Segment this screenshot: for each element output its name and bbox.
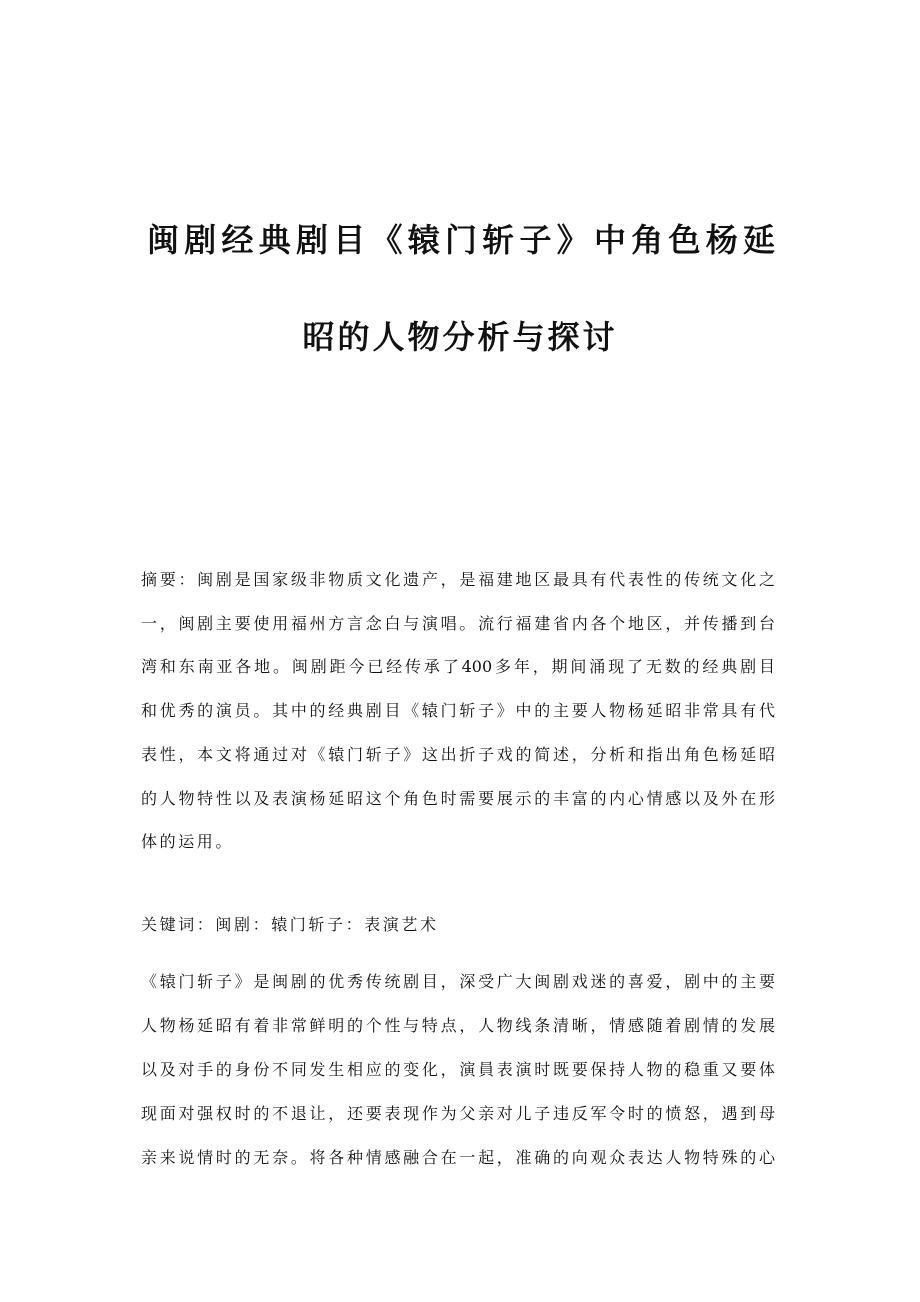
- abstract-line: 表性，本文将通过对《辕门斩子》这出折子戏的简述，分析和指出角色杨延昭: [141, 745, 775, 764]
- keywords: 关键词：闽剧：辕门斩子：表演艺术: [141, 915, 439, 934]
- abstract-line: 体的运用。: [141, 832, 235, 851]
- body-line: 现面对强权时的不退让，还要表现作为父亲对儿子违反军令时的愤怒，遇到母: [141, 1104, 775, 1123]
- body-line: 亲来说情时的无奈。将各种情感融合在一起，准确的向观众表达人物特殊的心: [141, 1148, 775, 1167]
- abstract-line: 摘要：闽剧是国家级非物质文化遗产，是福建地区最具有代表性的传统文化之: [141, 570, 775, 589]
- body-line: 《辕门斩子》是闽剧的优秀传统剧目，深受广大闽剧戏迷的喜爱，剧中的主要: [141, 972, 775, 991]
- title-line-1: 闽剧经典剧目《辕门斩子》中角色杨延: [147, 221, 775, 259]
- abstract-line: 一，闽剧主要使用福州方言念白与演唱。流行福建省内各个地区，并传播到台: [141, 614, 775, 633]
- title-line-2: 昭的人物分析与探讨: [302, 318, 618, 356]
- abstract-line: 的人物特性以及表演杨延昭这个角色时需要展示的丰富的内心情感以及外在形: [141, 789, 775, 808]
- abstract-line: 和优秀的演员。其中的经典剧目《辕门斩子》中的主要人物杨延昭非常具有代: [141, 701, 775, 720]
- body-line: 人物杨延昭有着非常鲜明的个性与特点，人物线条清晰，情感随着剧情的发展: [141, 1016, 775, 1035]
- abstract-line: 湾和东南亚各地。闽剧距今已经传承了400多年，期间涌现了无数的经典剧目: [141, 657, 775, 676]
- body-line: 以及对手的身份不同发生相应的变化，演員表演时既要保持人物的稳重又要体: [141, 1060, 775, 1079]
